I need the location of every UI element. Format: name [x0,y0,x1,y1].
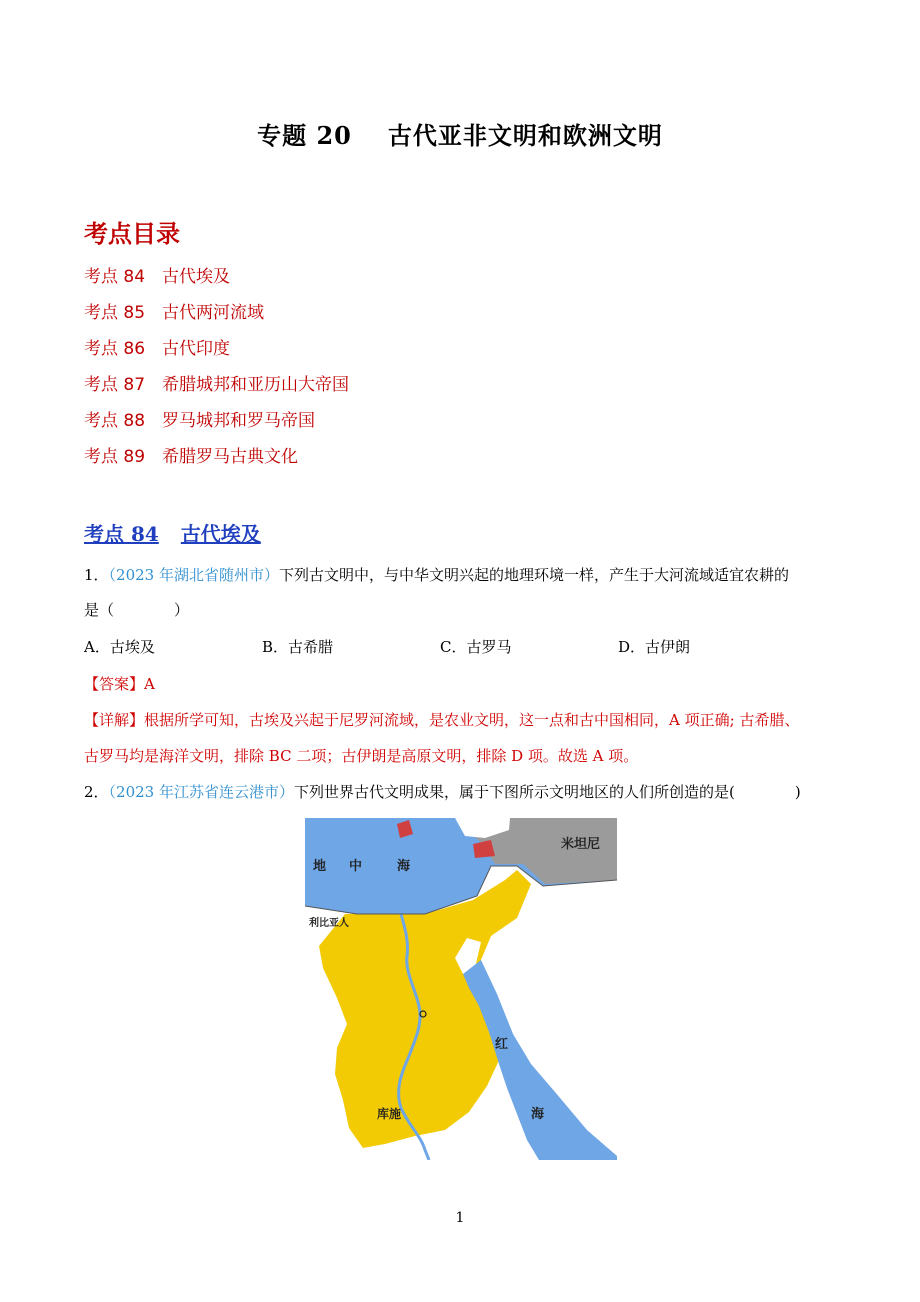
toc-item-label: 古代埃及 [162,267,230,287]
toc-heading: 考点目录 [84,220,180,248]
page-number: 1 [455,1210,465,1226]
map-label-mitanni: 米坦尼 [561,837,601,852]
toc-item-number: 考点 89 [84,447,146,467]
question-1-analysis-line-1 [84,709,799,730]
question-1-answer [84,673,155,694]
toc-item-number: 考点 85 [84,303,146,323]
toc-item-label: 古代两河流域 [162,303,264,323]
toc-item-number: 考点 84 [84,267,146,287]
question-1-options [84,636,796,657]
map-label-red-sea-2: 海 [531,1107,545,1122]
toc-item[interactable] [84,406,315,431]
toc-item-label: 古代印度 [162,339,230,359]
topic-number: 专题 20 [257,121,352,150]
map-label-red-sea-1: 红 [495,1037,509,1052]
question-1-line-1 [84,564,789,585]
map-label-libyans: 利比亚人 [309,918,349,929]
analysis-label: 【详解】 [84,711,145,729]
toc-item-label: 罗马城邦和罗马帝国 [162,411,315,431]
option-d[interactable]: D．古伊朗 [618,638,691,656]
question-1-source: （2023 年湖北省随州市） [108,566,279,584]
analysis-text: 根据所学可知，古埃及兴起于尼罗河流域，是农业文明，这一点和古中国相同，A 项正确; 古希腊、 [144,711,800,729]
map-label-sea-2: 中 [349,859,363,874]
option-a[interactable]: A．古埃及 [84,638,155,656]
toc-item-label: 希腊罗马古典文化 [162,447,298,467]
toc-item-number: 考点 88 [84,411,146,431]
toc-item[interactable] [84,262,230,287]
question-1-number: 1． [84,566,109,584]
map-label-sea-1: 地 [313,859,327,874]
page-title [0,116,920,151]
toc-item-number: 考点 86 [84,339,146,359]
question-1-analysis-line-2: 古罗马均是海洋文明，排除 BC 二项；古伊朗是高原文明，排除 D 项。故选 A 项。 [84,747,639,765]
toc-item[interactable] [84,298,264,323]
egypt-map [305,818,617,1160]
topic-name: 古代亚非文明和欧洲文明 [387,121,663,150]
section-label: 古代埃及 [180,522,261,546]
map-label-sea-3: 海 [397,859,411,874]
toc-item-number: 考点 87 [84,375,146,395]
option-c[interactable]: C．古罗马 [440,638,512,656]
question-2-source: （2023 年江苏省连云港市） [108,783,294,801]
question-2-number: 2． [84,783,109,801]
section-heading[interactable] [84,518,261,547]
toc-item-label: 希腊城邦和亚历山大帝国 [162,375,349,395]
question-1-text: 下列古文明中，与中华文明兴起的地理环境一样，产生于大河流域适宜农耕的 [279,566,790,584]
question-1-line-2: 是（ ） [84,601,190,619]
toc-item[interactable] [84,442,298,467]
question-2-text: 下列世界古代文明成果，属于下图所示文明地区的人们所创造的是( ) [294,783,801,801]
section-number: 考点 84 [84,522,159,546]
map-label-kush: 库施 [377,1107,402,1121]
question-2-line [84,781,801,802]
answer-value: A [144,675,155,693]
toc-item[interactable] [84,370,349,395]
option-b[interactable]: B．古希腊 [262,638,334,656]
answer-label: 【答案】 [84,675,145,693]
toc-item[interactable] [84,334,230,359]
